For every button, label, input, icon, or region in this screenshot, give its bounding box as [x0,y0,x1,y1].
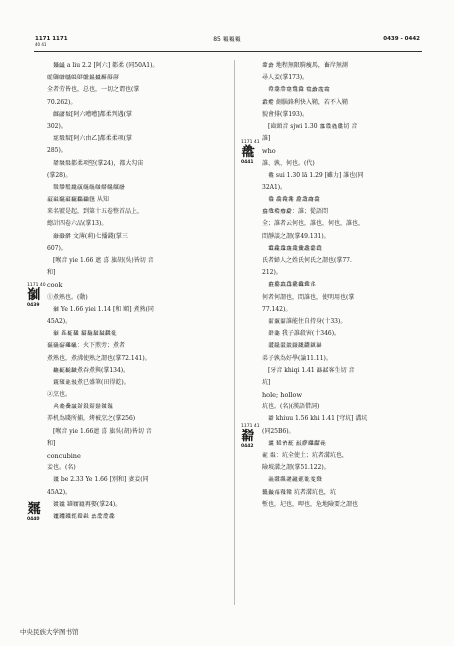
text-line: 問靜談之謂(掌49.131)。 [262,232,330,240]
text-line: 𘖲 sui 1.30 lā 1.29 [雖力] 誰也(同 [268,171,364,179]
text-line: 險坡溝之謂(掌51.122)。 [262,464,330,472]
text-line: who [262,147,276,156]
text-line: 𘖂𘖃𘖄𘖅煮已盛筆(田得乾)。 [53,378,130,386]
text-line: ①煮熟也。(動) [47,293,88,301]
text-line: 𘖬𘖭 劍腦鋒利快入鞘，若不入鞘 [262,98,348,106]
text-line: 𘕹𘕺𘕻𘕼𘕽：火下煎旁；煮者 [47,342,126,350]
text-line: 𘕮 Ye 1.66 yiei 1.14 [和 頤] 煮熟(同 [53,305,154,313]
text-line: 𘖖𘖗𘖘𘖙𘖚𘖛 𘖜𘖝𘖞𘖟 [53,512,115,520]
header-center: 85 𘔢𘔢𘔢 [213,36,241,43]
margin-entry-glyph: 𘕮 [27,287,41,303]
left-column [47,60,227,523]
text-line: (掌28)。 [47,171,72,179]
text-line: [齒頭音 sjwi 1.30 𘖮𘖯𘖰𘖱切 音 [268,122,358,130]
margin-entry-glyph: 𘗡 [241,428,255,444]
text-line: 尋人妾(掌173)。 [262,74,309,82]
text-line: 𘗀𘗁𘗂𘗃𘗄𘗅𘗆𘗇𘗈 [268,244,323,252]
margin-entry-code: 0441 [241,160,254,165]
library-footer: 中央民族大学图书馆 [20,628,79,636]
text-line: 弟子孰為好學(論11.11)。 [262,354,332,362]
text-line: 𘕯 𘕰𘕱𘕲 𘕳𘕴𘕵𘕶𘕷𘕸 [53,330,117,338]
text-line: 坑] [262,378,271,386]
text-line: concubine [47,452,81,460]
text-line: 𘕎𘕏𘕐[阿六嘈嘈]都柔判遇(掌 [53,110,133,118]
text-line: 𘕫𘕬𘕭 文薄(莉)七播錢(掌三 [53,232,128,240]
text-line: ②烹也。 [47,391,72,399]
text-line: 𘗖𘗗𘗘𘗙𘗚𘗛𘗜𘗝𘗞 [268,342,323,350]
text-line: 𘕑𘕒𘕓[阿六由乙]都柔柔项(掌 [53,135,133,143]
text-line: [喉音 yie 1.66遮 喜 旗吳(胡)皆切 音 [53,427,152,435]
column-divider [234,60,235,605]
text-line: 何者何謂也，問誰也，使明用也(掌 [262,293,355,301]
text-line: 妾也。(名) [47,464,76,472]
text-line: 𘗫 𘗬：坑全使土；坑者溝坑也， [262,452,348,459]
text-line: 𘖐 be 2.33 Ye 1.66 [別和] 妻妾(同 [53,476,149,484]
text-line: 和] [47,439,56,447]
text-line: 全者劳皆也，总也，一切之谓也(掌 [47,86,140,94]
text-line: 𘕀𘕁 a liu 2.2 [阿六] 都柔 (同50A1)。 [53,62,159,69]
text-line: 607)。 [47,244,67,252]
text-line: 𘕣𘕤𘕥𘕦𘕧𘕨𘕩𘕪 从知 [47,196,109,204]
text-line: 𘗉𘗊𘗋𘗌𘗍𘗎𘗏𘗐 [268,281,317,289]
text-line: 𘕂𘕃𘕄𘕅𘕆𘕇𘕈𘕉𘕊𘕋𘕌𘕍 [47,74,120,82]
header-rule [34,51,422,52]
text-line: 302)。 [47,122,67,130]
margin-entry-0440 [27,502,41,522]
text-line: cook [47,281,63,290]
text-line: 𘕔𘕕𘕖都柔项堅(掌24)，都大勾宙 [53,159,144,167]
margin-entry-glyph: 𘖲 [241,144,255,160]
text-line: 𘗢 𘗣𘗤𘗥 𘗦𘗧𘗨𘗩𘗪 [268,439,326,447]
text-line: 煮熟也，煮沸使熟之謂也(掌72.141)。 [47,354,151,362]
text-line: 𘕗𘕘𘕙𘕚𘕛𘕜𘕝𘕞𘕟𘕠𘕡𘕢 [53,183,126,191]
margin-entry-number: 1171 41 [241,424,260,429]
text-line: 养机為賤所捕，烤被烹之(掌256) [47,415,136,423]
text-line: 212)。 [262,269,282,277]
margin-entry-code: 0440 [27,517,40,522]
text-line: 来名號是起，到第十五卷整首品上， [47,208,144,216]
text-line: 全；誰者云何也，誰也，何也，誰也， [262,220,365,228]
text-line: 誰] [262,135,271,143]
margin-entry-number: 1171 40 [27,283,46,288]
text-line: 𘗶𘗷𘗸𘗹𘗺 坑者溝坑也，坑 [262,488,336,496]
margin-entry-code: 0439 [27,303,40,308]
text-line: 總計四卷六品(掌13)。 [47,220,108,228]
text-line: 氏者婦人之姓氏何氏之謂也(掌77. [262,257,352,264]
right-column [262,60,442,511]
text-line: 𘖠𘖡 地程無限騎瘦馬，畜岸無測 [262,62,348,69]
text-line: 𘗭𘗮𘗯𘗰𘗱𘗲𘗳𘗴𘗵 [268,476,323,484]
text-line: 45A2)。 [47,317,72,325]
margin-entry-0442 [241,424,260,449]
text-line: 𘖳 𘖴𘖵𘖶 𘖷𘖸𘖹𘖺 [268,196,320,204]
text-line: 32A1)。 [262,183,287,191]
text-line: 貌會排(掌193)。 [262,110,309,118]
margin-entry-0441 [241,140,260,165]
text-line: 𘗔𘗕 我子誰殺害(十346)。 [268,330,341,338]
margin-entry-number: 1171 41 [241,140,260,145]
text-line: 和] [47,269,56,277]
text-line: 𘗑𘗒𘗓誰能住自持身(十33)。 [268,317,347,325]
text-line: 𘖆𘖇𘖈𘖉𘖊𘖋𘖌𘖍𘖎𘖏 [53,403,114,411]
text-line: 𘗡 khiuu 1.56 khi 1.41 [穹坑] 溝坑 [268,415,368,423]
text-line: 45A2)。 [47,488,72,496]
header-left-sub: 40 41 [35,42,47,47]
text-line: (同25B6)。 [262,427,295,435]
text-line: 𘖻𘖼𘖽𘖾𘖿：誰；從語問 [262,208,329,216]
header-right: 0439 - 0442 [383,36,420,42]
text-line: 𘖢𘖣𘖤𘖥𘖦𘖧 𘖨𘖩𘖪𘖫 [268,86,330,94]
text-line: [牙音 khiqi 1.41 𘗟𘗠客生切 音 [268,366,355,374]
margin-entry-code: 0442 [241,444,254,449]
text-line: 塹也，圮也，呷也，危地險要之謂也 [262,500,359,508]
header-left-main: 1171 1171 [35,36,68,42]
margin-entry-0439 [27,283,46,308]
text-line: 285)。 [47,147,67,155]
text-line: 77.142)。 [262,305,292,313]
text-line: 𘖑𘖒 𘖓𘖔𘖕再娶(掌24)。 [53,500,122,508]
margin-entry-glyph: 𘖐 [27,501,41,517]
text-line: 坑也。(名)(漢語借詞) [262,403,320,411]
text-line: hole; hollow [262,391,303,400]
text-line: 𘕾𘕿𘖀𘖁煮吞煮與(掌134)。 [53,366,130,374]
text-line: [喉音 yie 1.66 遮 喜 旗胡(吳)皆切 音 [53,257,154,264]
text-line: 誰、孰、何也。(代) [262,159,315,167]
text-line: 70.262)。 [47,98,77,106]
